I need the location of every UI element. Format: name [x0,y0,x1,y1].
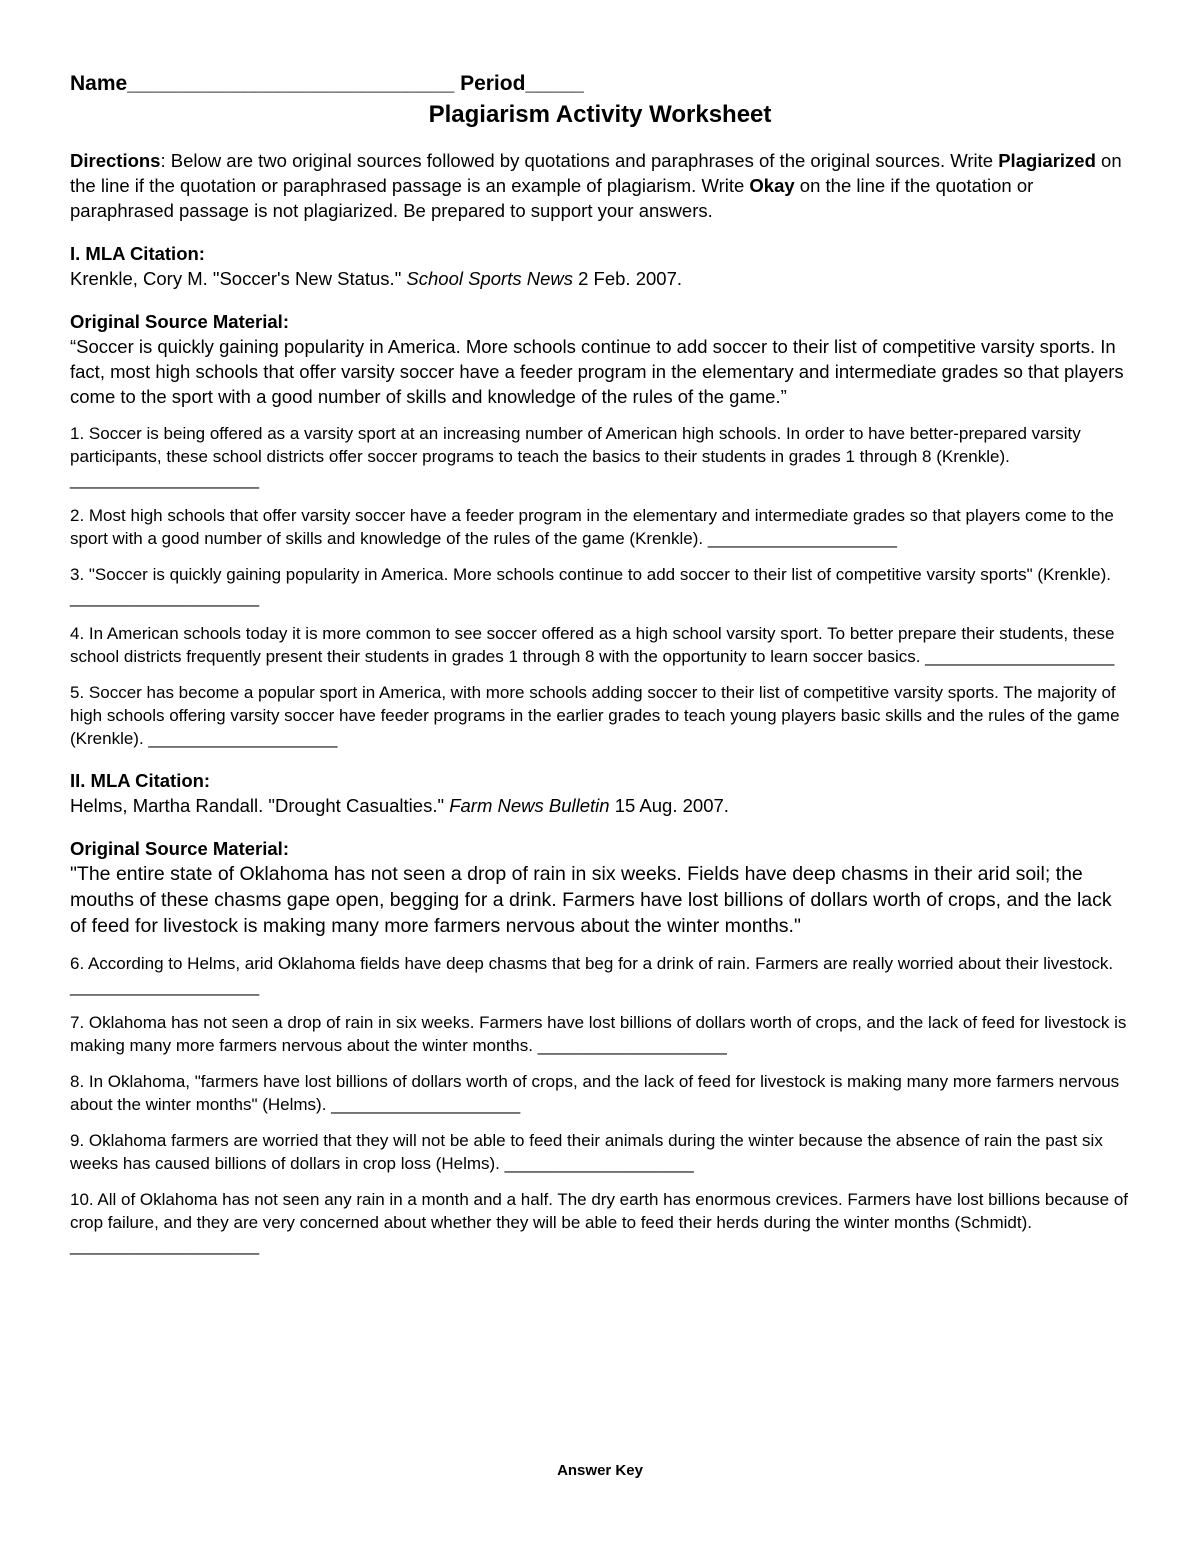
section2-source-heading: Original Source Material: [70,838,289,859]
section2-citation-heading: II. MLA Citation: [70,770,211,791]
header-line [70,70,1130,98]
section2-citation-title: Farm News Bulletin [449,795,610,816]
section1-citation-title: School Sports News [406,268,573,289]
question-2: 2. Most high schools that offer varsity soccer have a feeder program in the elementary and intermediate grades so that players come to the sport with a good number of skills and knowledge of the rules of the game (Krenkle). ____________________ [70,506,1114,548]
section1-citation [70,266,1130,291]
name-label: Name [70,72,128,95]
question-9: 9. Oklahoma farmers are worried that they will not be able to feed their animals during the winter because the absence of rain the past six weeks has caused billions of dollars in crop loss (Helms). ____________________ [70,1131,1103,1173]
section2-citation-post: 15 Aug. 2007. [609,795,729,816]
directions-label: Directions [70,150,161,171]
section1-source-text: “Soccer is quickly gaining popularity in America. More schools continue to add soccer to their list of competitive varsity sports. In fact, most high schools that offer varsity soccer have a feeder program in the elementary and intermediate grades so that players come to the sport with a good number of skills and knowledge of the rules of the game.” [70,336,1124,407]
directions-okay: Okay [749,175,795,196]
period-blank: _____ [525,72,584,95]
directions [70,148,1130,223]
name-blank: ____________________________ [127,72,455,95]
section2-source-text: "The entire state of Oklahoma has not seen a drop of rain in six weeks. Fields have deep chasms in their arid soil; the mouths of these chasms gape open, begging for a drink. Farmers have lost billions of dollars worth of crops, and the lack of feed for livestock is making many more farmers nervous about the winter months." [70,863,1112,937]
answer-key-footer: Answer Key [557,1462,643,1479]
question-3: 3. "Soccer is quickly gaining popularity in America. More schools continue to add soccer to their list of competitive varsity sports" (Krenkle). ____________________ [70,565,1112,607]
directions-part3: on the line if the quotation or paraphrased passage is not plagiarized. Be prepared to support your answers. [70,175,1034,221]
section1-citation-pre: Krenkle, Cory M. "Soccer's New Status." [70,268,407,289]
section1-citation-post: 2 Feb. 2007. [572,268,683,289]
question-4: 4. In American schools today it is more common to see soccer offered as a high school varsity sport. To better prepare their students, these school districts frequently present their students in grades 1 through 8 with the opportunity to learn soccer basics. ____________________ [70,624,1115,666]
page-title: Plagiarism Activity Worksheet [428,101,772,128]
directions-part2: on the line if the quotation or paraphrased passage is an example of plagiarism. Write [70,150,1122,196]
worksheet-page [70,70,1130,1257]
directions-part1: : Below are two original sources followed by quotations and paraphrases of the original sources. Write [160,150,999,171]
section1-source-heading: Original Source Material: [70,311,289,332]
question-5: 5. Soccer has become a popular sport in America, with more schools adding soccer to their list of competitive varsity sports. The majority of high schools offering varsity soccer have feeder programs in the earlier grades to teach young players basic skills and the rules of the game (Krenkle). ____________________ [70,683,1120,748]
question-7: 7. Oklahoma has not seen a drop of rain in six weeks. Farmers have lost billions of dollars worth of crops, and the lack of feed for livestock is making many more farmers nervous about the winter months. ____________________ [70,1013,1127,1055]
question-10: 10. All of Oklahoma has not seen any rain in a month and a half. The dry earth has enormous crevices. Farmers have lost billions because of crop failure, and they are very concerned about whether they will be able to feed their herds during the winter months (Schmidt). ____________________ [70,1190,1129,1255]
section2-citation [70,793,1130,818]
question-6: 6. According to Helms, arid Oklahoma fields have deep chasms that beg for a drink of rain. Farmers are really worried about their livestock. ____________________ [70,954,1114,996]
question-1: 1. Soccer is being offered as a varsity sport at an increasing number of American high schools. In order to have better-prepared varsity participants, these school districts offer soccer programs to teach the basics to their students in grades 1 through 8 (Krenkle). ____________________ [70,424,1081,489]
section1-citation-heading: I. MLA Citation: [70,243,205,264]
question-8: 8. In Oklahoma, "farmers have lost billions of dollars worth of crops, and the lack of feed for livestock is making many more farmers nervous about the winter months" (Helms). ____________________ [70,1072,1120,1114]
directions-plagiarized: Plagiarized [998,150,1096,171]
section2-citation-pre: Helms, Martha Randall. "Drought Casualties." [70,795,450,816]
period-label: Period [460,72,526,95]
